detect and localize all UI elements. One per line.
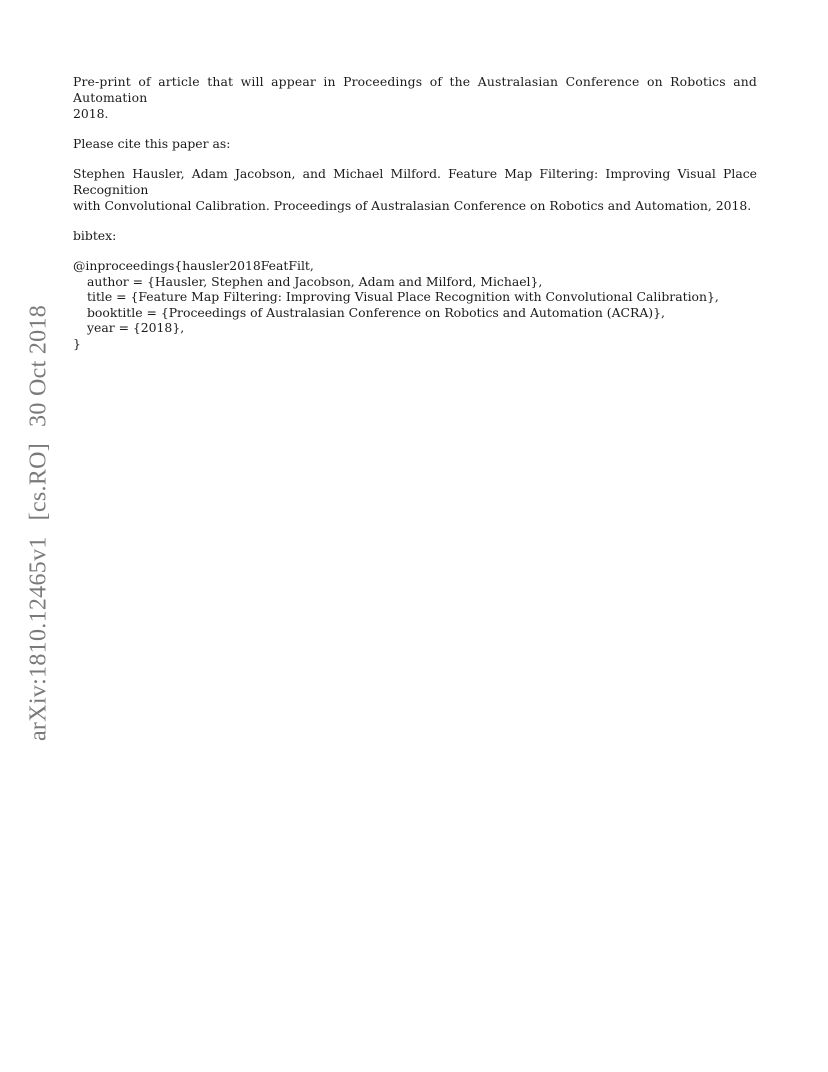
preprint-notice-line2: 2018. (73, 106, 109, 121)
arxiv-date: 30 Oct 2018 (25, 304, 52, 427)
cite-prompt: Please cite this paper as: (73, 136, 231, 151)
bibtex-entry (73, 258, 757, 351)
arxiv-category: [cs.RO] (25, 442, 52, 521)
bibtex-title: title = {Feature Map Filtering: Improving Visual Place Recognition with Convolutional Calibration}, (87, 289, 719, 304)
bibtex-year: year = {2018}, (87, 320, 185, 335)
bibtex-close: } (73, 335, 81, 351)
cover-note (73, 74, 757, 351)
citation-line2: with Convolutional Calibration. Proceedings of Australasian Conference on Robotics and Automation, 2018. (73, 198, 752, 213)
bibtex-booktitle: booktitle = {Proceedings of Australasian Conference on Robotics and Automation (ACRA)}, (87, 304, 665, 320)
arxiv-id: arXiv:1810.12465v1 (25, 536, 52, 742)
bibtex-author: author = {Hausler, Stephen and Jacobson, Adam and Milford, Michael}, (87, 273, 543, 289)
preprint-notice-line1: Pre-print of article that will appear in Proceedings of the Australasian Conference on Robotics and Automation (73, 74, 757, 105)
arxiv-watermark (26, 305, 53, 741)
bibtex-label: bibtex: (73, 228, 117, 243)
preprint-notice (73, 74, 757, 122)
citation-line1: Stephen Hausler, Adam Jacobson, and Michael Milford. Feature Map Filtering: Improving Visual Place Recognition (73, 166, 757, 197)
bibtex-open: @inproceedings{hausler2018FeatFilt, (73, 258, 314, 273)
citation (73, 166, 757, 214)
